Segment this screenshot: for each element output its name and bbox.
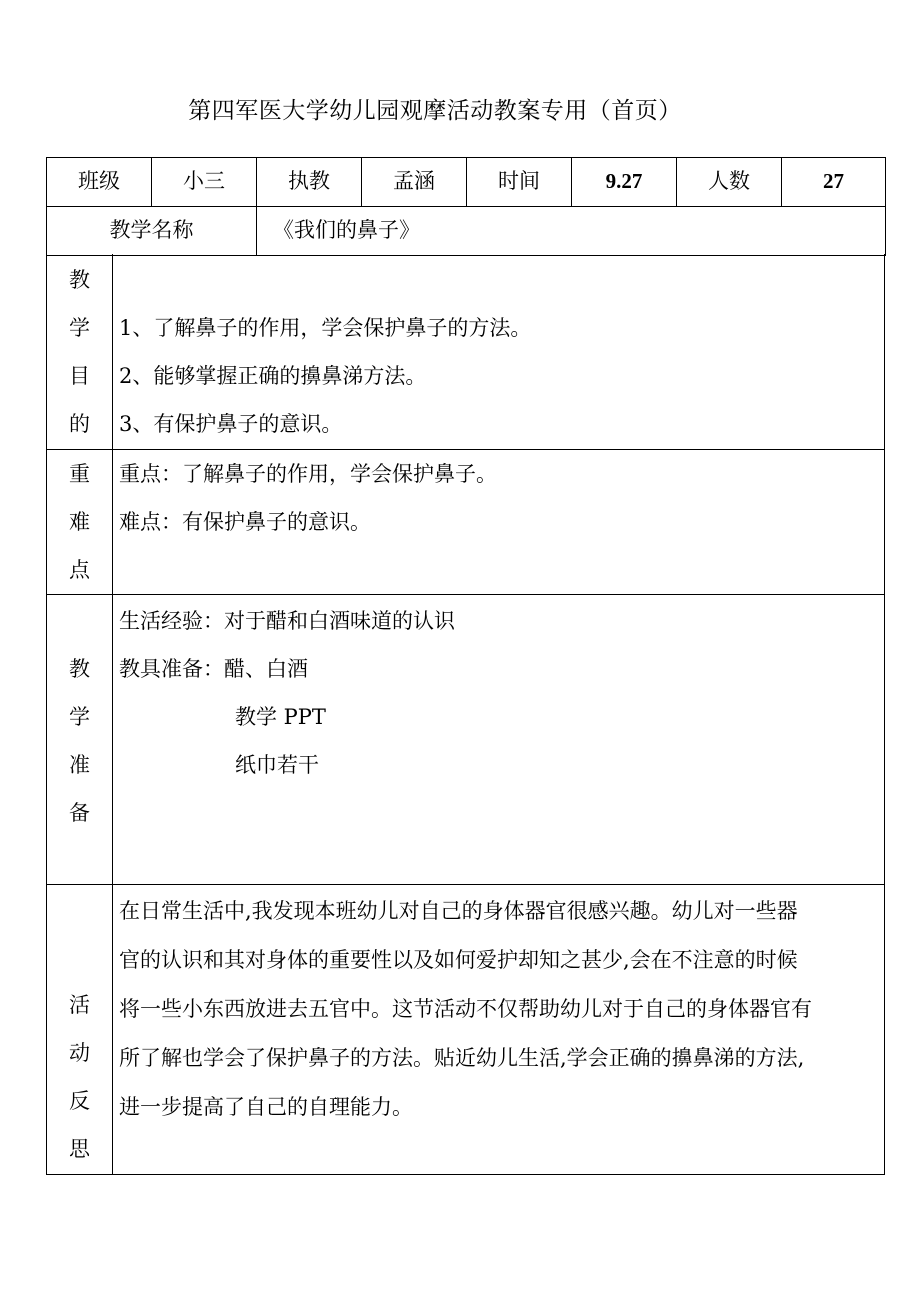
goal-item-1: 1、了解鼻子的作用，学会保护鼻子的方法。 bbox=[119, 316, 532, 340]
preparation-content bbox=[119, 597, 878, 789]
teacher-label: 执教 bbox=[257, 158, 362, 207]
key-points-label: 重 难 点 bbox=[47, 450, 113, 594]
goals-section bbox=[46, 254, 885, 450]
reflection-line-1: 在日常生活中,我发现本班幼儿对自己的身体器官很感兴趣。幼儿对一些器 bbox=[119, 899, 798, 923]
goal-item-3: 3、有保护鼻子的意识。 bbox=[119, 412, 343, 436]
reflection-section bbox=[46, 885, 885, 1175]
class-value: 小三 bbox=[152, 158, 257, 207]
time-label: 时间 bbox=[467, 158, 572, 207]
class-label: 班级 bbox=[47, 158, 152, 207]
lesson-name-value: 《我们的鼻子》 bbox=[257, 207, 886, 256]
lesson-plan-table bbox=[46, 157, 886, 256]
reflection-label: 活 动 反 思 bbox=[47, 885, 113, 1174]
reflection-line-5: 进一步提高了自己的自理能力。 bbox=[119, 1095, 413, 1119]
goals-content bbox=[119, 304, 878, 448]
lesson-name-row bbox=[47, 207, 886, 256]
goal-item-2: 2、能够掌握正确的擤鼻涕方法。 bbox=[119, 364, 427, 388]
difficult-point-item: 难点：有保护鼻子的意识。 bbox=[119, 510, 371, 534]
preparation-label: 教 学 准 备 bbox=[47, 595, 113, 884]
header-row bbox=[47, 158, 886, 207]
lesson-name-label: 教学名称 bbox=[47, 207, 257, 256]
reflection-line-3: 将一些小东西放进去五官中。这节活动不仅帮助幼儿对于自己的身体器官有 bbox=[119, 997, 812, 1021]
preparation-section bbox=[46, 595, 885, 885]
count-value: 27 bbox=[782, 158, 886, 207]
goals-label: 教 学 目 的 bbox=[47, 254, 113, 449]
teaching-tool-ppt: 教学 PPT bbox=[235, 705, 326, 729]
key-points-section bbox=[46, 450, 885, 595]
life-experience: 生活经验：对于醋和白酒味道的认识 bbox=[119, 609, 455, 633]
teacher-value: 孟涵 bbox=[362, 158, 467, 207]
reflection-line-4: 所了解也学会了保护鼻子的方法。贴近幼儿生活,学会正确的擤鼻涕的方法, bbox=[119, 1046, 805, 1070]
document-title: 第四军医大学幼儿园观摩活动教案专用（首页） bbox=[188, 98, 682, 124]
count-label: 人数 bbox=[677, 158, 782, 207]
time-value: 9.27 bbox=[572, 158, 677, 207]
reflection-content bbox=[119, 887, 878, 1132]
reflection-line-2: 官的认识和其对身体的重要性以及如何爱护却知之甚少,会在不注意的时候 bbox=[119, 948, 798, 972]
key-points-content bbox=[119, 450, 878, 546]
key-point-item: 重点：了解鼻子的作用，学会保护鼻子。 bbox=[119, 462, 497, 486]
teaching-tools: 教具准备：醋、白酒 bbox=[119, 657, 308, 681]
teaching-tool-tissue: 纸巾若干 bbox=[235, 753, 319, 777]
